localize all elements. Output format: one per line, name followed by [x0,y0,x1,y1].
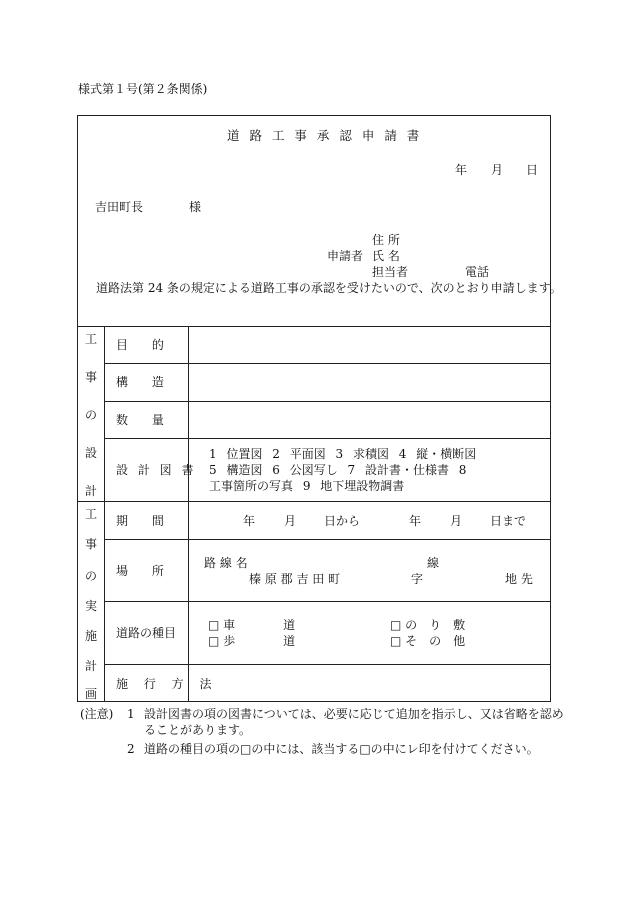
drawings-line: 工事箇所の写真 9 地下埋設物調書 [209,479,405,493]
road-type-slope[interactable]: □ の り 敷 [390,618,466,632]
group-char: 設 [85,446,98,460]
method-label: 施 行 方 法 [116,677,218,691]
group-column-divider [104,326,105,702]
drawings-line: 1 位置図 2 平面図 3 求積図 4 縦・横断図 [209,447,477,461]
aza-label: 字 [411,572,424,586]
note-1-line: ることがあります。 [144,723,252,737]
application-statement: 道路法第 24 条の規定による道路工事の承認を受けたいので、次のとおり申請します。 [96,281,562,295]
note-1-number: 1 [127,707,135,721]
note-2-text: 道路の種目の項の□の中には、該当する□の中にレ印を付けてください。 [144,742,539,756]
period-month-to: 月 [450,514,463,528]
group-char: 事 [85,537,98,551]
period-label: 期 間 [116,514,174,528]
group-char: 工 [85,332,98,346]
addressee-suffix: 様 [189,200,202,214]
form-number: 様式第１号(第２条関係) [78,82,208,96]
quantity-label: 数 量 [116,413,174,427]
date-month: 月 [491,163,504,177]
period-year-from: 年 [243,514,256,528]
date-day: 日 [526,163,539,177]
section-line [77,501,551,502]
group-char: 計 [85,659,98,673]
applicant-label: 申請者 [327,249,364,263]
drawings-line: 5 構造図 6 公図写し 7 設計書・仕様書 8 [209,463,467,477]
place-label: 場 所 [116,564,174,578]
road-type-walkway[interactable]: □ 歩 道 [208,634,296,648]
group-char: 施 [85,629,98,643]
period-day-from: 日から [324,514,361,528]
note-2-number: 2 [127,742,135,756]
route-name-label: 路 線 名 [204,556,248,570]
chisaki-label: 地 先 [505,572,533,586]
notes-prefix: (注意) [80,707,114,721]
road-type-label: 道路の種目 [116,626,177,640]
purpose-label: 目 的 [116,338,174,352]
name-label: 氏 名 [372,249,400,263]
group-char: 計 [85,484,98,498]
table-top-line [77,326,551,327]
phone-label: 電話 [465,265,490,279]
county-town: 榛 原 郡 吉 田 町 [249,572,341,586]
period-month-from: 月 [284,514,297,528]
group-char: の [85,408,98,422]
note-1-line: 設計図書の項の図書については、必要に応じて追加を指示し、又は省略を認め [144,707,564,721]
group-char: 事 [85,370,98,384]
road-type-other[interactable]: □ そ の 他 [390,634,466,648]
group-char: 実 [85,599,98,613]
form-title: 道 路 工 事 承 認 申 請 書 [227,128,423,143]
addressee: 吉田町長 [95,200,144,214]
person-in-charge-label: 担当者 [372,265,409,279]
structure-label: 構 造 [116,375,174,389]
route-suffix: 線 [427,556,440,570]
row-line [104,401,551,402]
row-line [104,438,551,439]
form-frame [77,115,551,702]
row-line [104,363,551,364]
row-line [104,539,551,540]
row-line [104,664,551,665]
row-line [104,601,551,602]
road-type-car[interactable]: □ 車 道 [208,618,296,632]
label-column-divider [188,326,189,702]
drawings-label: 設 計 図 書 [116,463,197,477]
period-day-to: 日まで [490,514,527,528]
group-char: 画 [85,687,98,701]
period-year-to: 年 [409,514,422,528]
address-label: 住 所 [372,233,400,247]
group-char: 工 [85,507,98,521]
date-year: 年 [455,163,468,177]
group-char: の [85,569,98,583]
